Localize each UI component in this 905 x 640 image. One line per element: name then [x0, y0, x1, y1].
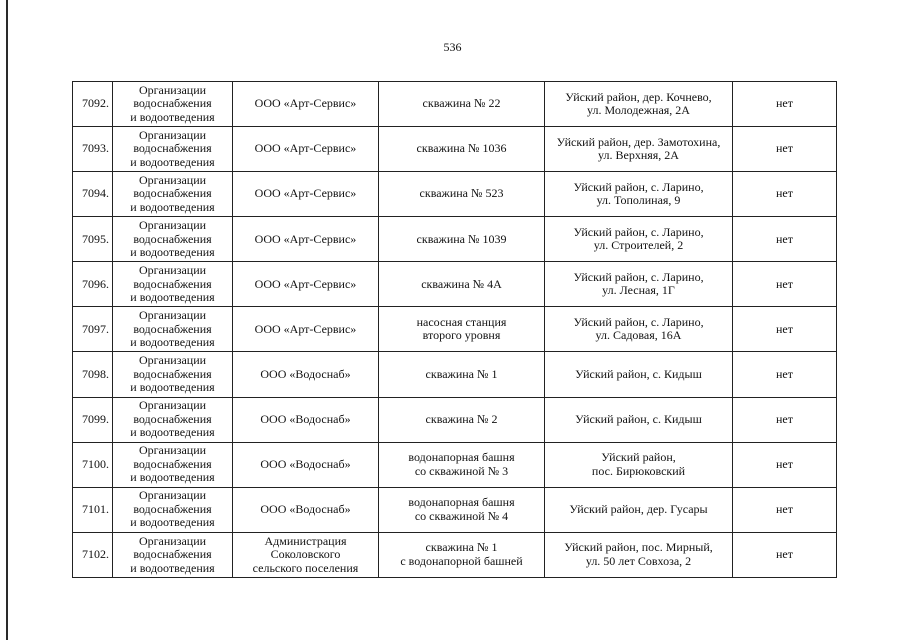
address-cell [545, 397, 733, 442]
address-cell [545, 532, 733, 577]
object-line: со скважиной № 4 [414, 508, 509, 523]
object-cell [379, 442, 545, 487]
object-line: второго уровня [422, 328, 501, 343]
status-cell: нет [733, 127, 837, 172]
organization-cell [233, 172, 379, 217]
address-line: ул. 50 лет Совхоза, 2 [585, 553, 692, 568]
address-cell [545, 82, 733, 127]
category-line: и водоотведения [130, 154, 215, 169]
table-row [73, 217, 837, 262]
object-line: скважина № 1 [425, 540, 498, 555]
organization-cell [233, 487, 379, 532]
address-line: ул. Молодежная, 2А [587, 103, 690, 118]
row-number-cell: 7097. [73, 307, 113, 352]
category-line: водоснабжения [133, 411, 212, 426]
address-line: ул. Садовая, 16А [595, 328, 682, 343]
status-cell: нет [733, 172, 837, 217]
organization-cell [233, 532, 379, 577]
page-edge-line [6, 0, 8, 640]
category-line: водоснабжения [133, 366, 212, 381]
organization-line: ООО «Водоснаб» [260, 366, 351, 381]
category-line: водоснабжения [133, 547, 212, 562]
status-cell: нет [733, 262, 837, 307]
organization-line: ООО «Арт-Сервис» [254, 231, 357, 246]
category-line: Организации [138, 263, 207, 278]
object-line: насосная станция [416, 314, 507, 329]
organization-line: ООО «Арт-Сервис» [254, 141, 357, 156]
object-cell [379, 82, 545, 127]
category-line: и водоотведения [130, 515, 215, 530]
status-cell: нет [733, 217, 837, 262]
address-line: Уйский район, дер. Гусары [569, 501, 708, 516]
category-line: и водоотведения [130, 380, 215, 395]
category-cell [113, 487, 233, 532]
category-line: Организации [138, 172, 207, 187]
address-cell [545, 217, 733, 262]
object-line: скважина № 2 [425, 411, 498, 426]
organization-line: ООО «Водоснаб» [260, 411, 351, 426]
category-cell [113, 532, 233, 577]
object-line: с водонапорной башней [400, 553, 523, 568]
object-line: со скважиной № 3 [414, 463, 509, 478]
object-line: водонапорная башня [408, 450, 515, 465]
organization-line: сельского поселения [252, 560, 359, 575]
object-line: скважина № 1036 [416, 141, 507, 156]
table-row [73, 352, 837, 397]
category-cell [113, 172, 233, 217]
address-line: Уйский район, дер. Кочнево, [565, 89, 712, 104]
category-line: водоснабжения [133, 501, 212, 516]
status-cell: нет [733, 82, 837, 127]
address-cell [545, 307, 733, 352]
category-line: Организации [138, 398, 207, 413]
category-cell [113, 217, 233, 262]
category-line: водоснабжения [133, 186, 212, 201]
object-cell [379, 532, 545, 577]
category-cell [113, 127, 233, 172]
address-line: Уйский район, с. Кидыш [575, 366, 702, 381]
address-line: ул. Тополиная, 9 [596, 193, 681, 208]
address-cell [545, 487, 733, 532]
address-cell [545, 262, 733, 307]
organization-cell [233, 127, 379, 172]
address-line: Уйский район, [601, 450, 676, 465]
organization-line: ООО «Водоснаб» [260, 456, 351, 471]
category-cell [113, 442, 233, 487]
row-number-cell: 7100. [73, 442, 113, 487]
category-line: и водоотведения [130, 109, 215, 124]
address-line: Уйский район, дер. Замотохина, [556, 134, 721, 149]
address-cell [545, 352, 733, 397]
address-line: Уйский район, с. Ларино, [573, 179, 704, 194]
object-cell [379, 487, 545, 532]
address-line: Уйский район, с. Ларино, [573, 269, 704, 284]
status-cell: нет [733, 532, 837, 577]
category-line: водоснабжения [133, 321, 212, 336]
category-line: водоснабжения [133, 96, 212, 111]
organization-line: ООО «Арт-Сервис» [254, 96, 357, 111]
address-line: Уйский район, с. Ларино, [573, 314, 704, 329]
table-row [73, 397, 837, 442]
object-cell [379, 352, 545, 397]
category-cell [113, 397, 233, 442]
registry-table [72, 81, 837, 578]
category-line: Организации [138, 308, 207, 323]
category-cell [113, 307, 233, 352]
category-line: водоснабжения [133, 231, 212, 246]
category-line: Организации [138, 353, 207, 368]
organization-line: ООО «Арт-Сервис» [254, 276, 357, 291]
table-row [73, 262, 837, 307]
organization-line: ООО «Водоснаб» [260, 501, 351, 516]
organization-line: Администрация [264, 533, 347, 548]
status-cell: нет [733, 442, 837, 487]
table-row [73, 532, 837, 577]
address-cell [545, 127, 733, 172]
category-line: водоснабжения [133, 141, 212, 156]
row-number-cell: 7095. [73, 217, 113, 262]
object-line: скважина № 4А [421, 276, 502, 291]
row-number-cell: 7098. [73, 352, 113, 397]
row-number-cell: 7094. [73, 172, 113, 217]
object-cell [379, 172, 545, 217]
category-line: и водоотведения [130, 290, 215, 305]
category-line: Организации [138, 218, 207, 233]
category-line: водоснабжения [133, 276, 212, 291]
object-cell [379, 217, 545, 262]
organization-cell [233, 397, 379, 442]
object-cell [379, 127, 545, 172]
category-cell [113, 262, 233, 307]
object-line: скважина № 22 [422, 96, 501, 111]
table-row [73, 82, 837, 127]
organization-cell [233, 262, 379, 307]
organization-cell [233, 442, 379, 487]
table-row [73, 172, 837, 217]
object-line: водонапорная башня [408, 495, 515, 510]
object-line: скважина № 1 [425, 366, 498, 381]
row-number-cell: 7101. [73, 487, 113, 532]
address-line: Уйский район, пос. Мирный, [564, 540, 713, 555]
category-line: и водоотведения [130, 425, 215, 440]
category-line: Организации [138, 127, 207, 142]
address-line: Уйский район, с. Кидыш [575, 411, 702, 426]
category-line: и водоотведения [130, 335, 215, 350]
row-number-cell: 7093. [73, 127, 113, 172]
address-line: ул. Строителей, 2 [593, 238, 684, 253]
row-number-cell: 7099. [73, 397, 113, 442]
object-cell [379, 307, 545, 352]
organization-line: ООО «Арт-Сервис» [254, 321, 357, 336]
category-line: и водоотведения [130, 245, 215, 260]
category-line: водоснабжения [133, 456, 212, 471]
organization-line: ООО «Арт-Сервис» [254, 186, 357, 201]
object-cell [379, 262, 545, 307]
status-cell: нет [733, 487, 837, 532]
status-cell: нет [733, 352, 837, 397]
table-row [73, 307, 837, 352]
organization-cell [233, 82, 379, 127]
address-line: Уйский район, с. Ларино, [573, 224, 704, 239]
status-cell: нет [733, 307, 837, 352]
status-cell: нет [733, 397, 837, 442]
category-line: Организации [138, 488, 207, 503]
category-cell [113, 352, 233, 397]
address-line: ул. Лесная, 1Г [602, 283, 675, 298]
table-row [73, 487, 837, 532]
organization-cell [233, 352, 379, 397]
organization-cell [233, 217, 379, 262]
organization-line: Соколовского [270, 547, 341, 562]
page-number: 536 [443, 40, 462, 54]
category-line: Организации [138, 82, 207, 97]
table-row [73, 442, 837, 487]
category-line: и водоотведения [130, 560, 215, 575]
address-cell [545, 442, 733, 487]
category-line: Организации [138, 533, 207, 548]
object-line: скважина № 523 [419, 186, 504, 201]
object-cell [379, 397, 545, 442]
category-line: Организации [138, 443, 207, 458]
category-line: и водоотведения [130, 470, 215, 485]
object-line: скважина № 1039 [416, 231, 507, 246]
address-cell [545, 172, 733, 217]
address-line: ул. Верхняя, 2А [598, 148, 679, 163]
address-line: пос. Бирюковский [591, 463, 686, 478]
category-cell [113, 82, 233, 127]
row-number-cell: 7092. [73, 82, 113, 127]
organization-cell [233, 307, 379, 352]
row-number-cell: 7096. [73, 262, 113, 307]
row-number-cell: 7102. [73, 532, 113, 577]
table-row [73, 127, 837, 172]
category-line: и водоотведения [130, 199, 215, 214]
